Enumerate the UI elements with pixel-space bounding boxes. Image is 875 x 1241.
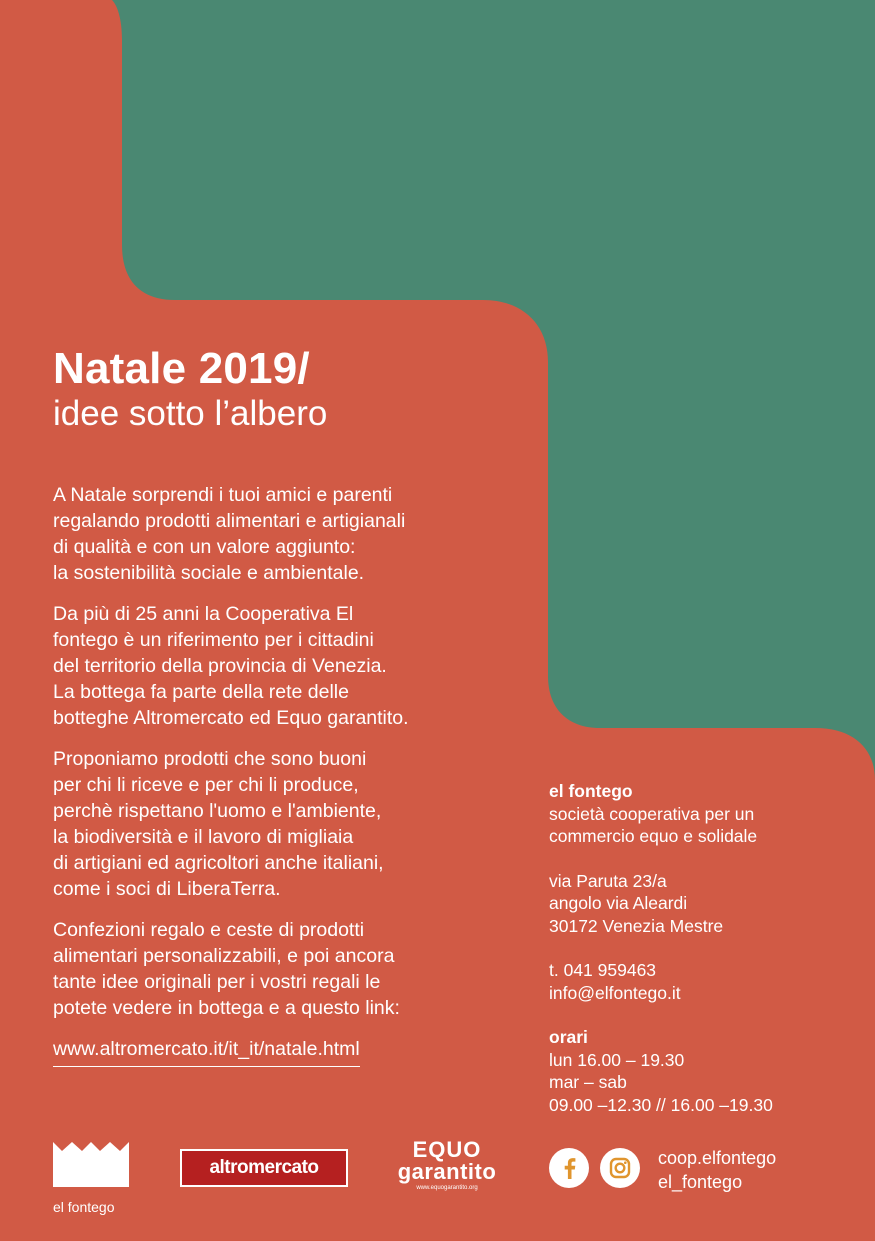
equo-logo-url: www.equogarantito.org [416,1185,478,1191]
page-title: Natale 2019/ [53,344,310,393]
company-description-line: società cooperativa per un [549,803,755,824]
email[interactable]: info@elfontego.it [549,982,681,1003]
social-handles [658,1146,776,1194]
hours-line: 09.00 –12.30 // 16.00 –19.30 [549,1094,773,1115]
natale-link[interactable]: www.altromercato.it/it_it/natale.html [53,1036,360,1067]
hours-title: orari [549,1027,588,1047]
el-fontego-logo-text: el fontego [53,1199,115,1215]
opening-hours [549,1026,859,1116]
address [549,870,859,938]
hours-line: lun 16.00 – 19.30 [549,1049,685,1070]
paragraph-gifts: Confezioni regalo e ceste di prodotti alimentari personalizzabili, e poi ancora tante idee originali per i vostri regali le potete vedere in bottega e a questo link: [53,919,400,1019]
paragraph-products: Proponiamo prodotti che sono buoni per chi li riceve e per chi li produce, perchè rispettano l'uomo e l'ambiente, la biodiversità e il lavoro di migliaia di artigiani ed agricoltori anche italiani, come i soci di LiberaTerra. [53,748,384,900]
phone[interactable]: t. 041 959463 [549,960,657,980]
address-line: 30172 Venezia Mestre [549,915,724,936]
instagram-handle[interactable]: el_fontego [658,1172,743,1192]
facebook-icon[interactable] [549,1148,589,1188]
paragraph-intro: A Natale sorprendi i tuoi amici e parenti regalando prodotti alimentari e artigianali di qualità e con un valore aggiunto: la sostenibilità sociale e ambientale. [53,484,406,584]
altromercato-logo-text: altromercato [209,1157,319,1178]
altromercato-logo [180,1149,348,1187]
contacts-block [549,780,859,1138]
equo-logo-line2: garantito [397,1159,497,1184]
address-line: via Paruta 23/a [549,870,667,891]
equo-logo-line1: EQUO [412,1137,482,1162]
instagram-icon[interactable] [600,1148,640,1188]
facebook-handle[interactable]: coop.elfontego [658,1148,777,1168]
hours-line: mar – sab [549,1072,627,1092]
contact-details [549,959,859,1004]
crown-logo-icon [53,1140,129,1187]
body-text [53,482,523,1067]
paragraph-cooperative: Da più di 25 anni la Cooperativa El fontego è un riferimento per i cittadini del territorio della provincia di Venezia. La bottega fa parte della rete delle botteghe Altromercato ed Equo garantito. [53,603,409,729]
el-fontego-logo [53,1140,133,1215]
equo-garantito-logo [396,1137,498,1192]
company-name: el fontego [549,781,633,801]
address-line: angolo via Aleardi [549,893,688,913]
company-info [549,780,859,848]
company-description-line: commercio equo e solidale [549,826,758,846]
page-subtitle: idee sotto l’albero [53,394,328,433]
